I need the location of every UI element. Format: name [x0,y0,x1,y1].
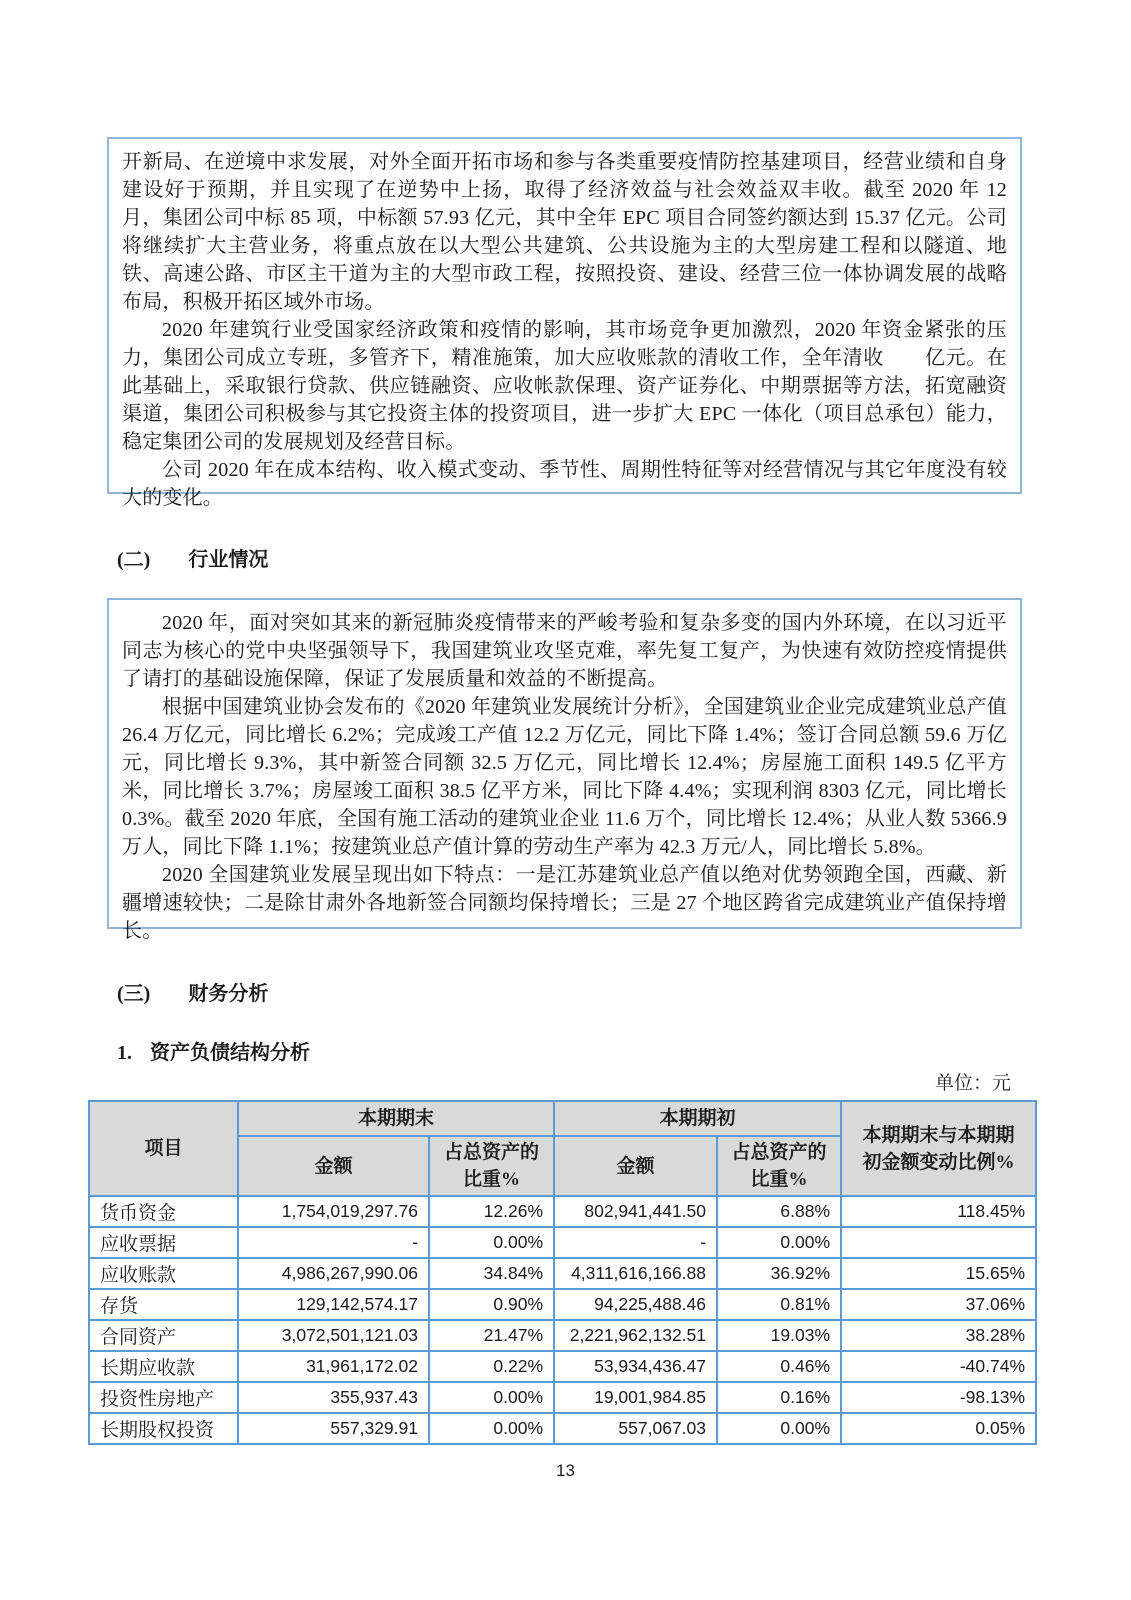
header-change-line1: 本期期末与本期期 [862,1124,1015,1146]
begin-pct-cell: 36.92% [717,1258,841,1289]
paragraph: 开新局、在逆境中求发展，对外全面开拓市场和参与各类重要疫情防控基建项目，经营业绩和自身建设好于预期，并且实现了在逆势中上扬，取得了经济效益与社会效益双丰收。截至 2020 年 12 月，集团公司中标 85 项，中标额 57.93 亿元，其中全年 EPC 项目合同签约额达到 15.37 亿元。公司将继续扩大主营业务，将重点放在以大型公共建筑、公共设施为主的大型房建工程和以隧道、地铁、高速公路、市区主干道为主的大型市政工程，按照投资、建设、经营三位一体协调发展的战略布局，积极开拓区域外市场。 [122,151,1007,313]
header-change-ratio [841,1101,1036,1196]
end-pct-cell: 0.00% [429,1382,554,1413]
subsection-heading-balance [117,1040,310,1066]
end-pct-cell: 0.00% [429,1413,554,1444]
header-end-pct [429,1136,554,1196]
paragraph: 根据中国建筑业协会发布的《2020 年建筑业发展统计分析》，全国建筑业企业完成建筑业总产值 26.4 万亿元，同比增长 6.2%；完成竣工产值 12.2 万亿元，同比下降 1.4%；签订合同总额 59.6 万亿元，同比增长 9.3%，其中新签合同额 32.5 万亿元，同比增长 12.4%；房屋施工面积 149.5 亿平方米，同比增长 3.7%；房屋竣工面积 38.5 亿平方米，同比下降 4.4%；实现利润 8303 亿元，同比增长 0.3%。截至 2020 年底，全国有施工活动的建筑业企业 11.6 万个，同比增长 12.4%；从业人数 5366.9 万人，同比下降 1.1%；按建筑业总产值计算的劳动生产率为 42.3 万元/人，同比增长 5.8%。 [122,696,1007,858]
item-cell: 货币资金 [89,1196,238,1227]
change-cell: -40.74% [841,1351,1036,1382]
begin-pct-cell: 6.88% [717,1196,841,1227]
item-cell: 投资性房地产 [89,1382,238,1413]
industry-text-box [107,598,1022,942]
begin-amount-cell: 4,311,616,166.88 [554,1258,717,1289]
begin-pct-cell: 0.16% [717,1382,841,1413]
begin-amount-cell: - [554,1227,717,1258]
operations-text-box [107,137,1022,509]
table-row [89,1351,1036,1382]
end-amount-cell: 355,937.43 [238,1382,429,1413]
end-amount-cell: 129,142,574.17 [238,1289,429,1320]
end-amount-cell: 3,072,501,121.03 [238,1320,429,1351]
table-row [89,1196,1036,1227]
end-pct-cell: 21.47% [429,1320,554,1351]
change-cell: 38.28% [841,1320,1036,1351]
section-title: 财务分析 [188,983,269,1005]
table-row [89,1382,1036,1413]
end-pct-cell: 0.90% [429,1289,554,1320]
end-amount-cell: 31,961,172.02 [238,1351,429,1382]
end-pct-cell: 34.84% [429,1258,554,1289]
section-title: 行业情况 [188,549,269,571]
header-pct-line1: 占总资产的 [731,1142,827,1163]
table-row [89,1413,1036,1444]
section-heading-industry [117,547,268,573]
header-pct-line2: 比重% [463,1169,521,1190]
end-amount-cell: - [238,1227,429,1258]
header-period-end: 本期期末 [238,1101,554,1136]
header-begin-pct [717,1136,841,1196]
item-cell: 长期股权投资 [89,1413,238,1444]
begin-pct-cell: 19.03% [717,1320,841,1351]
change-cell: 15.65% [841,1258,1036,1289]
header-item: 项目 [89,1101,238,1196]
unit-label: 单位：元 [934,1073,1011,1094]
header-period-begin: 本期期初 [554,1101,841,1136]
asset-structure-table [88,1100,1037,1445]
change-cell: 0.05% [841,1413,1036,1444]
table-row [89,1289,1036,1320]
header-pct-line1: 占总资产的 [444,1142,540,1163]
paragraph: 2020 年建筑行业受国家经济政策和疫情的影响，其市场竞争更加激烈，2020 年资金紧张的压力，集团公司成立专班，多管齐下，精准施策，加大应收账款的清收工作，全年清收 亿元。在此基础上，采取银行贷款、供应链融资、应收帐款保理、资产证券化、中期票据等方法，拓宽融资渠道，集团公司积极参与其它投资主体的投资项目，进一步扩大 EPC 一体化（项目总承包）能力，稳定集团公司的发展规划及经营目标。 [122,319,1007,453]
table-header [89,1101,1036,1196]
table-row [89,1227,1036,1258]
asset-table-body [89,1196,1036,1444]
end-amount-cell: 557,329.91 [238,1413,429,1444]
paragraph: 2020 全国建筑业发展呈现出如下特点：一是江苏建筑业总产值以绝对优势领跑全国，西藏、新疆增速较快；二是除甘肃外各地新签合同额均保持增长；三是 27 个地区跨省完成建筑业产值保持增长。 [122,864,1007,942]
change-cell: -98.13% [841,1382,1036,1413]
begin-pct-cell: 0.81% [717,1289,841,1320]
header-end-amount: 金额 [238,1136,429,1196]
header-begin-amount: 金额 [554,1136,717,1196]
table-row [89,1258,1036,1289]
begin-pct-cell: 0.00% [717,1227,841,1258]
paragraph: 2020 年，面对突如其来的新冠肺炎疫情带来的严峻考验和复杂多变的国内外环境，在以习近平同志为核心的党中央坚强领导下，我国建筑业攻坚克难，率先复工复产，为快速有效防控疫情提供了请打的基础设施保障，保证了发展质量和效益的不断提高。 [122,612,1007,690]
end-amount-cell: 1,754,019,297.76 [238,1196,429,1227]
subsection-number: 1. [117,1042,132,1064]
item-cell: 应收票据 [89,1227,238,1258]
section-number: (二) [117,549,151,571]
header-change-line2: 初金额变动比例% [862,1151,1015,1173]
begin-amount-cell: 802,941,441.50 [554,1196,717,1227]
end-pct-cell: 0.22% [429,1351,554,1382]
item-cell: 合同资产 [89,1320,238,1351]
begin-amount-cell: 53,934,436.47 [554,1351,717,1382]
subsection-title: 资产负债结构分析 [150,1042,310,1064]
change-cell: 37.06% [841,1289,1036,1320]
change-cell: 118.45% [841,1196,1036,1227]
header-pct-line2: 比重% [750,1169,808,1190]
begin-amount-cell: 557,067.03 [554,1413,717,1444]
begin-amount-cell: 19,001,984.85 [554,1382,717,1413]
begin-amount-cell: 2,221,962,132.51 [554,1320,717,1351]
item-cell: 应收账款 [89,1258,238,1289]
end-pct-cell: 12.26% [429,1196,554,1227]
page-number: 13 [556,1461,575,1480]
section-number: (三) [117,983,151,1005]
item-cell: 长期应收款 [89,1351,238,1382]
change-cell [841,1227,1036,1258]
header-row-groups [89,1101,1036,1136]
item-cell: 存货 [89,1289,238,1320]
paragraph: 公司 2020 年在成本结构、收入模式变动、季节性、周期性特征等对经营情况与其它年度没有较大的变化。 [122,459,1007,509]
end-amount-cell: 4,986,267,990.06 [238,1258,429,1289]
begin-amount-cell: 94,225,488.46 [554,1289,717,1320]
begin-pct-cell: 0.46% [717,1351,841,1382]
section-heading-finance [117,981,268,1007]
table-row [89,1320,1036,1351]
begin-pct-cell: 0.00% [717,1413,841,1444]
end-pct-cell: 0.00% [429,1227,554,1258]
